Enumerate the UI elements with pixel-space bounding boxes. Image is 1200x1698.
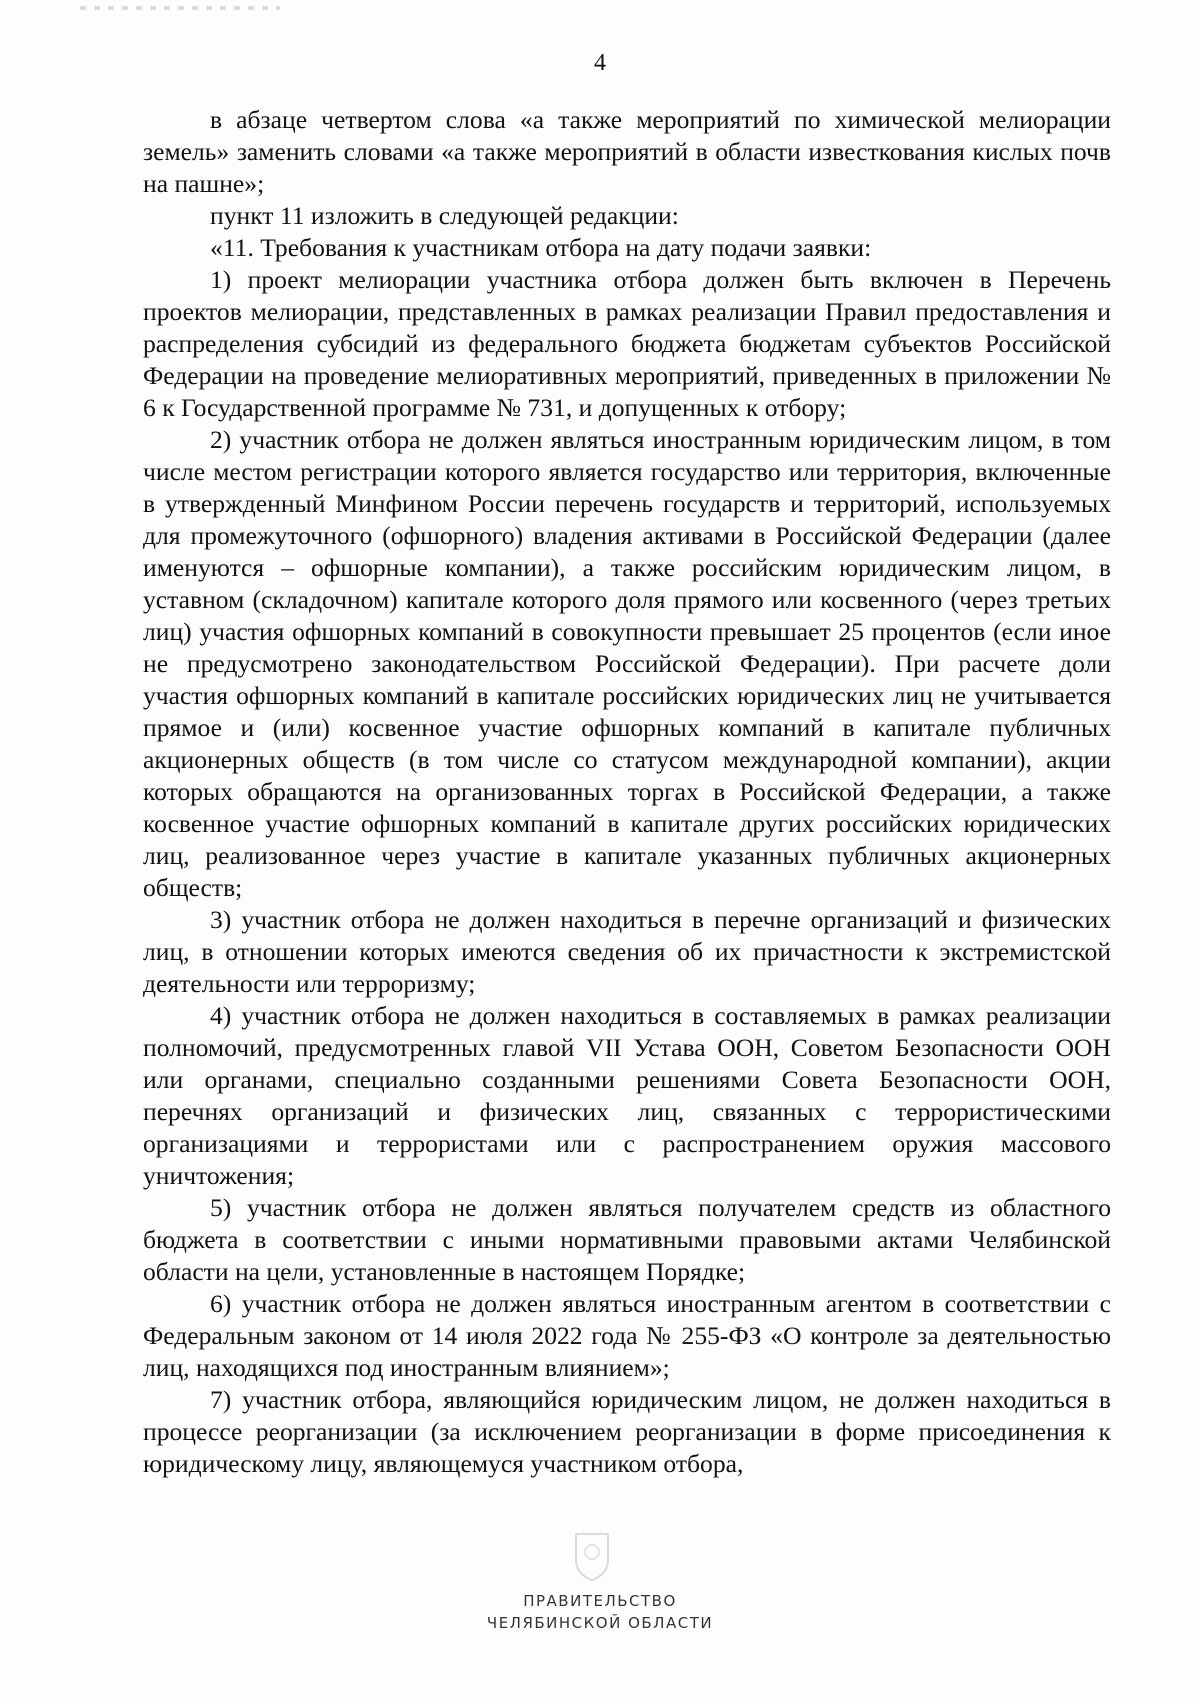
paragraph-item-7: 7) участник отбора, являющийся юридическим лицом, не должен находиться в процессе реорганизации (за исключением реорганизации в форме присоединения к юридическому лицу, являющемуся участником отбора, (143, 1385, 1111, 1478)
document-body (143, 104, 1111, 1480)
paragraph-item-6: 6) участник отбора не должен являться иностранным агентом в соответствии с Федеральным законом от 14 июля 2022 года № 255-ФЗ «О контроле за деятельностью лиц, находящихся под иностранным влиянием»; (143, 1289, 1111, 1382)
scan-artifact (80, 6, 280, 10)
footer-line-government: ПРАВИТЕЛЬСТВО (523, 1592, 677, 1610)
paragraph-abzac-4: в абзаце четвертом слова «а также мероприятий по химической мелиорации земель» заменить словами «а также мероприятий в области известкования кислых почв на пашне»; (143, 105, 1111, 198)
footer-line-region: ЧЕЛЯБИНСКОЙ ОБЛАСТИ (486, 1614, 714, 1632)
paragraph-item-3: 3) участник отбора не должен находиться в перечне организаций и физических лиц, в отношении которых имеются сведения об их причастности к экстремистской деятельности или терроризму; (143, 905, 1111, 998)
paragraph-punkt-11: пункт 11 изложить в следующей редакции: (210, 201, 679, 230)
paragraph-item-1: 1) проект мелиорации участника отбора должен быть включен в Перечень проектов мелиорации, представленных в рамках реализации Правил предоставления и распределения субсидий из федерального бюджета бюджетам субъектов Российской Федерации на проведение мелиоративных мероприятий, приведенных в приложении № 6 к Государственной программе № 731, и допущенных к отбору; (143, 265, 1111, 422)
paragraph-item-4: 4) участник отбора не должен находиться в составляемых в рамках реализации полномочий, предусмотренных главой VII Устава ООН, Советом Безопасности ООН или органами, специально созданными решениями Совета Безопасности ООН, перечнях организаций и физических лиц, связанных с террористическими организациями и террористами или с распространением оружия массового уничтожения; (143, 1001, 1111, 1190)
page-number: 4 (594, 50, 606, 76)
paragraph-item-5: 5) участник отбора не должен являться получателем средств из областного бюджета в соответствии с иными нормативными правовыми актами Челябинской области на цели, установленные в настоящем Порядке; (143, 1193, 1111, 1286)
coat-of-arms-icon (572, 1530, 612, 1582)
paragraph-item-2: 2) участник отбора не должен являться иностранным юридическим лицом, в том числе местом регистрации которого является государство или территория, включенные в утвержденный Минфином России перечень государств и территорий, используемых для промежуточного (офшорного) владения активами в Российской Федерации (далее именуются – офшорные компании), а также российским юридическим лицом, в уставном (складочном) капитале которого доля прямого или косвенного (через третьих лиц) участия офшорных компаний в совокупности превышает 25 процентов (если иное не предусмотрено законодательством Российской Федерации). При расчете доли участия офшорных компаний в капитале российских юридических лиц не учитывается прямое и (или) косвенное участие офшорных компаний в капитале публичных акционерных обществ (в том числе со статусом международной компании), акции которых обращаются на организованных торгах в Российской Федерации, а также косвенное участие офшорных компаний в капитале других российских юридических лиц, реализованное через участие в капитале указанных публичных акционерных обществ; (143, 425, 1111, 902)
footer-stamp (0, 1590, 1200, 1634)
paragraph-requirements-heading: «11. Требования к участникам отбора на дату подачи заявки: (210, 233, 872, 262)
